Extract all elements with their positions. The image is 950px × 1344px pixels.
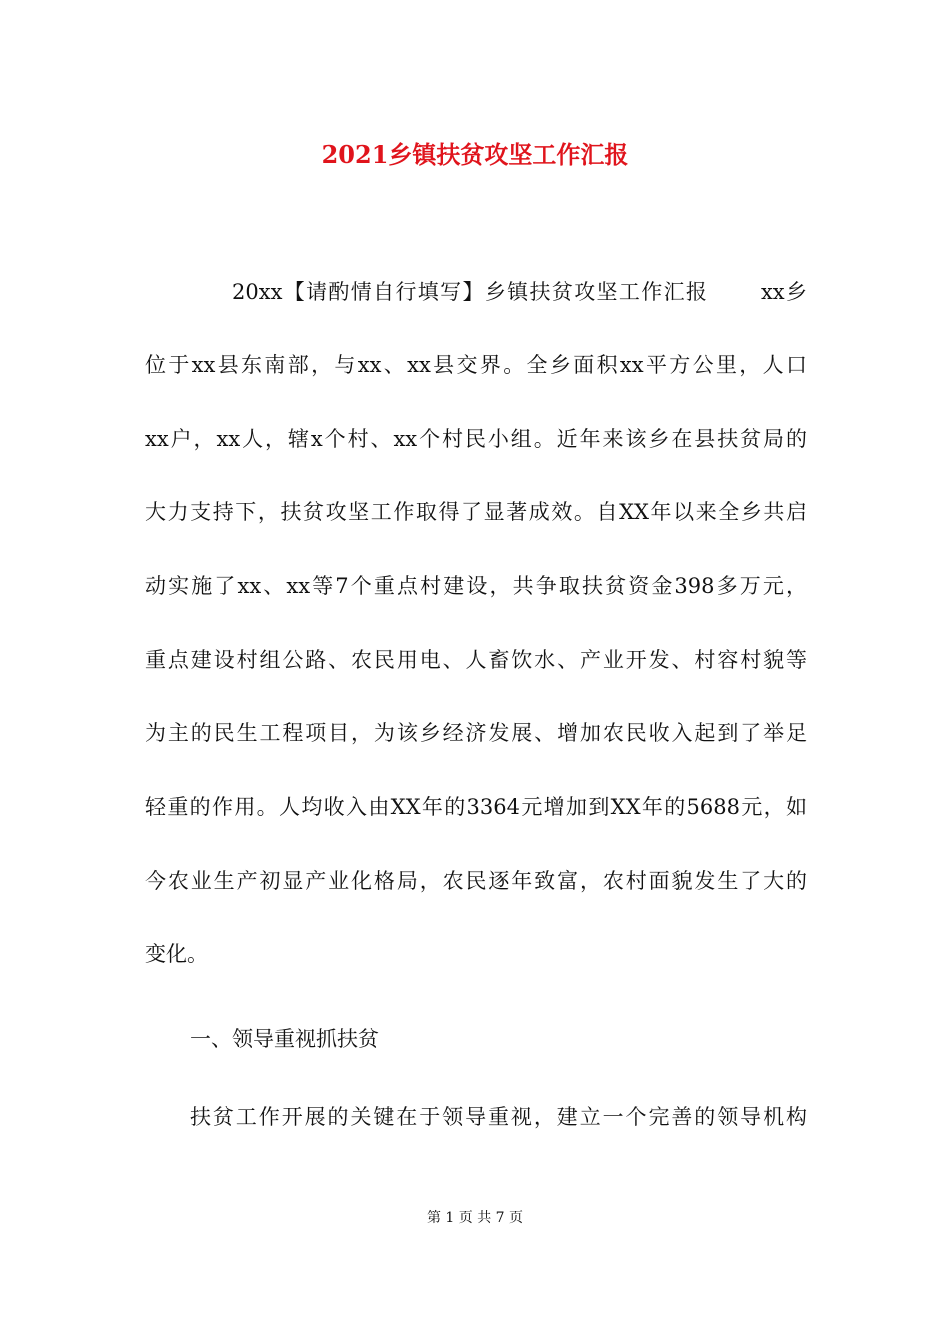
paragraph-line-1: 20xx【请酌情自行填写】乡镇扶贫攻坚工作汇报 xx乡 xyxy=(232,280,807,304)
section-heading: 一、领导重视抓扶贫 xyxy=(190,1027,379,1051)
section-paragraph-line-1: 扶贫工作开展的关键在于领导重视，建立一个完善的领导机构 xyxy=(190,1105,807,1129)
paragraph-line-9: 今农业生产初显产业化格局，农民逐年致富，农村面貌发生了大的 xyxy=(145,869,807,893)
page-footer: 第 1 页 共 7 页 xyxy=(426,1210,524,1226)
paragraph-line-6: 重点建设村组公路、农民用电、人畜饮水、产业开发、村容村貌等 xyxy=(145,648,807,672)
paragraph-line-4: 大力支持下，扶贫攻坚工作取得了显著成效。自XX年以来全乡共启 xyxy=(145,500,807,524)
paragraph-line-10: 变化。 xyxy=(145,942,208,966)
paragraph-line-2: 位于xx县东南部，与xx、xx县交界。全乡面积xx平方公里，人口 xyxy=(145,353,807,377)
paragraph-line-3: xx户，xx人，辖x个村、xx个村民小组。近年来该乡在县扶贫局的 xyxy=(145,427,807,451)
paragraph-line-8: 轻重的作用。人均收入由XX年的3364元增加到XX年的5688元，如 xyxy=(145,795,807,819)
document-title: 2021乡镇扶贫攻坚工作汇报 xyxy=(321,140,629,169)
paragraph-line-5: 动实施了xx、xx等7个重点村建设，共争取扶贫资金398多万元， xyxy=(145,574,807,598)
paragraph-line-7: 为主的民生工程项目，为该乡经济发展、增加农民收入起到了举足 xyxy=(145,721,807,745)
